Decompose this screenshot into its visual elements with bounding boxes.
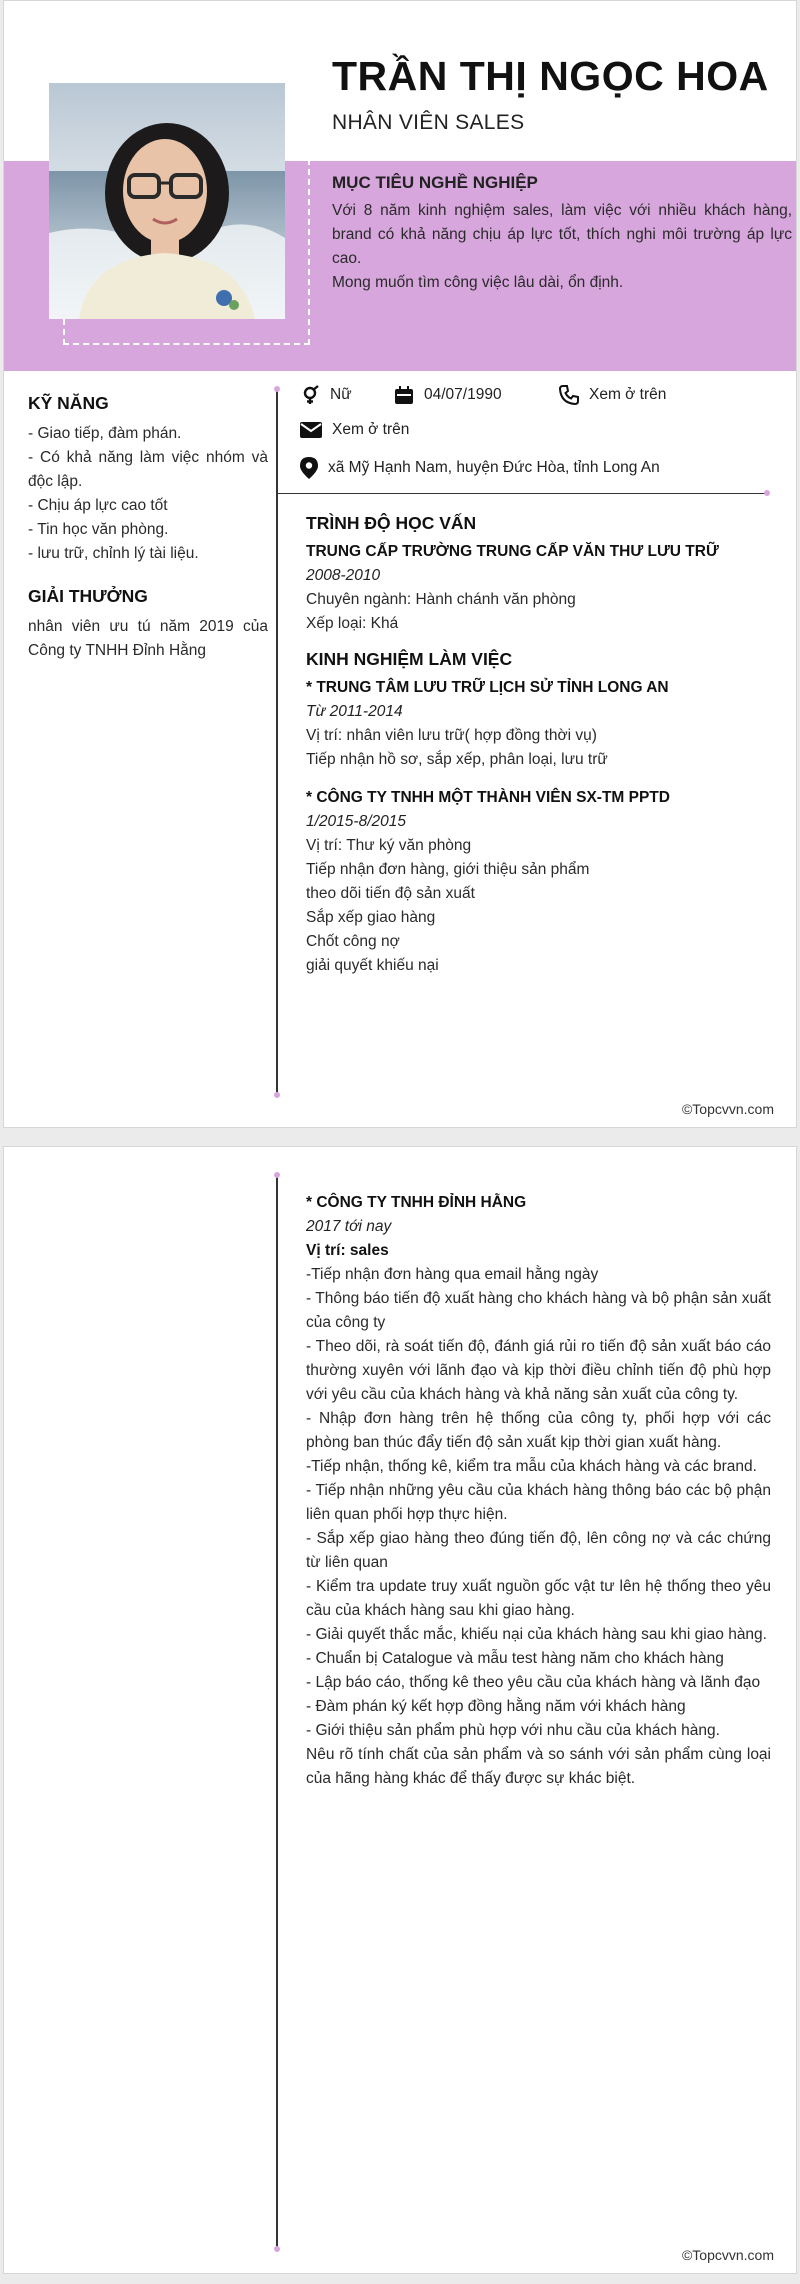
education-title: TRÌNH ĐỘ HỌC VẤN: [306, 513, 477, 533]
calendar-icon: [394, 385, 414, 405]
phone-value: Xem ở trên: [589, 386, 667, 403]
timeline-line: [276, 1175, 278, 2249]
job-line: Vị trí: nhân viên lưu trữ( hợp đồng thời vụ): [306, 727, 597, 744]
objective-paragraph: Mong muốn tìm công việc lâu dài, ổn định.: [332, 274, 624, 291]
cv-page-1: [3, 0, 797, 1128]
job-line: -Tiếp nhận đơn hàng qua email hằng ngày: [306, 1266, 599, 1283]
contact-address: [300, 457, 660, 479]
left-column: [28, 393, 268, 683]
education-section: [306, 513, 771, 636]
email-icon: [300, 421, 322, 439]
job-line: - Chuẩn bị Catalogue và mẫu test hàng năm cho khách hàng: [306, 1650, 724, 1667]
job-period: 1/2015-8/2015: [306, 813, 406, 830]
contact-phone: [559, 385, 666, 405]
cv-page-2: [3, 1146, 797, 2274]
job-line: - Thông báo tiến độ xuất hàng cho khách hàng và bộ phận sản xuất của công ty: [306, 1290, 771, 1331]
job-line: -Tiếp nhận, thống kê, kiểm tra mẫu của khách hàng và các brand.: [306, 1458, 757, 1475]
contact-email: [300, 421, 409, 439]
job-line: - Giới thiệu sản phẩm phù hợp với nhu cầu của khách hàng.: [306, 1722, 720, 1739]
job-position: Vị trí: sales: [306, 1242, 389, 1259]
experience-section: [306, 649, 771, 978]
job-entry: [306, 786, 771, 978]
timeline-dot: [274, 1092, 280, 1098]
job-line: theo dõi tiến độ sản xuất: [306, 885, 475, 902]
birthday-value: 04/07/1990: [424, 386, 502, 403]
job-line: - Nhập đơn hàng trên hệ thống của công ty, phối hợp với các phòng ban thúc đẩy tiến độ sản xuất kịp thời gian xuất hàng.: [306, 1410, 771, 1451]
job-line: - Đàm phán ký kết hợp đồng hằng năm với khách hàng: [306, 1698, 686, 1715]
experience-title: KINH NGHIỆM LÀM VIỆC: [306, 649, 513, 669]
job-period: 2017 tới nay: [306, 1218, 392, 1235]
job-line: - Theo dõi, rà soát tiến độ, đánh giá rủi ro tiến độ sản xuất báo cáo thường xuyên với lãnh đạo và kịp thời điều chỉnh tiến độ phù hợp với yêu cầu của khách hàng và khả năng sản xuất của công ty.: [306, 1338, 771, 1403]
skill-item: - Có khả năng làm việc nhóm và độc lập.: [28, 449, 268, 490]
company-name: * CÔNG TY TNHH MỘT THÀNH VIÊN SX-TM PPTD: [306, 789, 670, 806]
job-line: giải quyết khiếu nại: [306, 957, 439, 974]
job-line: Nêu rõ tính chất của sản phẩm và so sánh với sản phẩm cùng loại của hãng hàng khác để thấy được sự khác biệt.: [306, 1746, 771, 1787]
job-entry: [306, 676, 771, 772]
contact-gender: [300, 385, 352, 405]
job-entry: [306, 1191, 771, 1791]
footer-watermark: ©Topcvvn.com: [681, 1101, 774, 1117]
skill-item: - Chịu áp lực cao tốt: [28, 497, 168, 514]
job-line: - Sắp xếp giao hàng theo đúng tiến độ, lên công nợ và các chứng từ liên quan: [306, 1530, 771, 1571]
timeline-line: [276, 389, 278, 1095]
skill-item: - lưu trữ, chỉnh lý tài liệu.: [28, 545, 199, 562]
job-line: Sắp xếp giao hàng: [306, 909, 436, 926]
skill-item: - Giao tiếp, đàm phán.: [28, 425, 182, 442]
education-period: 2008-2010: [306, 567, 381, 584]
contact-divider: [278, 493, 768, 494]
award-text: nhân viên ưu tú năm 2019 của Công ty TNHH Đỉnh Hằng: [28, 618, 268, 659]
company-name: * CÔNG TY TNHH ĐỈNH HẰNG: [306, 1194, 527, 1211]
objective-title: MỤC TIÊU NGHỀ NGHIỆP: [332, 173, 538, 192]
skill-item: - Tin học văn phòng.: [28, 521, 169, 538]
career-objective: [332, 173, 792, 295]
awards-title: GIẢI THƯỞNG: [28, 586, 148, 606]
job-line: - Lập báo cáo, thống kê theo yêu cầu của khách hàng và lãnh đạo: [306, 1674, 761, 1691]
job-line: Chốt công nợ: [306, 933, 400, 950]
job-line: Tiếp nhận đơn hàng, giới thiệu sản phẩm: [306, 861, 590, 878]
skills-section: [28, 393, 268, 566]
job-line: Tiếp nhận hồ sơ, sắp xếp, phân loại, lưu trữ: [306, 751, 608, 768]
contact-birthday: [394, 385, 502, 405]
school-name: TRUNG CẤP TRƯỜNG TRUNG CẤP VĂN THƯ LƯU TRỮ: [306, 543, 719, 560]
objective-paragraph: Với 8 năm kinh nghiệm sales, làm việc với nhiều khách hàng, brand có khả năng chịu áp lực tốt, thích nghi môi trường áp lực cao.: [332, 202, 792, 267]
candidate-name: TRẦN THỊ NGỌC HOA: [332, 53, 769, 99]
job-line: - Tiếp nhận những yêu cầu của khách hàng thông báo các bộ phận liên quan phối hợp thực hiện.: [306, 1482, 771, 1523]
education-grade: Xếp loại: Khá: [306, 615, 399, 632]
phone-icon: [559, 385, 579, 405]
company-name: * TRUNG TÂM LƯU TRỮ LỊCH SỬ TỈNH LONG AN: [306, 679, 669, 696]
job-period: Từ 2011-2014: [306, 703, 403, 720]
skills-title: KỸ NĂNG: [28, 393, 109, 413]
timeline-dot: [274, 2246, 280, 2252]
timeline-dot: [274, 1172, 280, 1178]
profile-photo: [49, 83, 285, 319]
gender-icon: [300, 385, 320, 405]
address-value: xã Mỹ Hạnh Nam, huyện Đức Hòa, tỉnh Long An: [328, 459, 660, 476]
job-title: NHÂN VIÊN SALES: [332, 111, 525, 134]
email-value: Xem ở trên: [332, 421, 410, 438]
awards-section: [28, 586, 268, 663]
gender-value: Nữ: [330, 386, 352, 403]
timeline-dot: [274, 386, 280, 392]
job-line: - Giải quyết thắc mắc, khiếu nại của khách hàng sau khi giao hàng.: [306, 1626, 767, 1643]
education-major: Chuyên ngành: Hành chánh văn phòng: [306, 591, 576, 608]
location-pin-icon: [300, 457, 318, 479]
footer-watermark: ©Topcvvn.com: [681, 2247, 774, 2263]
job-line: - Kiểm tra update truy xuất nguồn gốc vật tư lên hệ thống theo yêu cầu của khách hàng sau khi giao hàng.: [306, 1578, 771, 1619]
timeline-dot: [764, 490, 770, 496]
job-line: Vị trí: Thư ký văn phòng: [306, 837, 472, 854]
